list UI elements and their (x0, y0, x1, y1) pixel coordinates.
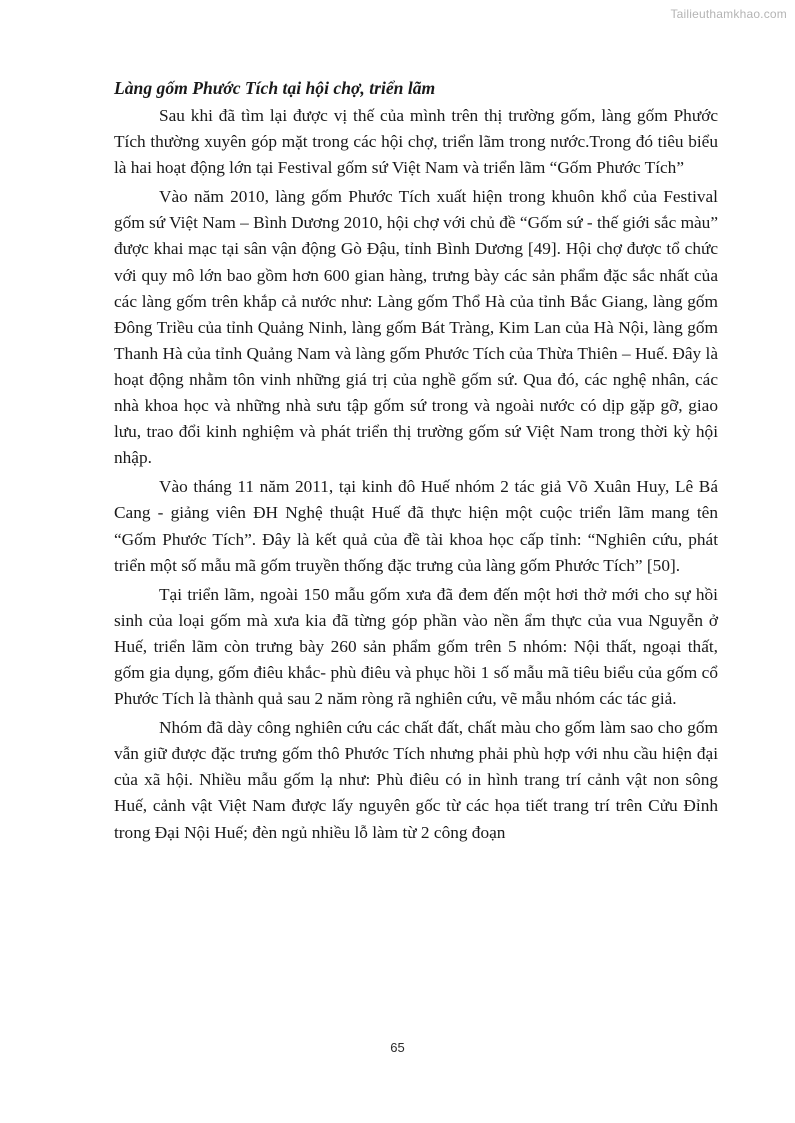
document-body (114, 76, 718, 849)
paragraph-4: Tại triển lãm, ngoài 150 mẫu gốm xưa đã đem đến một hơi thở mới cho sự hồi sinh của loại gốm mà xưa kia đã từng góp phần vào nền ẩm thực của vua Nguyễn ở Huế, triển lãm còn trưng bày 260 sản phẩm gốm trên 5 nhóm: Nội thất, ngoại thất, gốm gia dụng, gốm điêu khắc- phù điêu và phục hồi 1 số mẫu mã tiêu biểu của gốm cổ Phước Tích là thành quả sau 2 năm ròng rã nghiên cứu, vẽ mẫu nhóm các tác giả. (114, 584, 718, 709)
paragraph-2: Vào năm 2010, làng gốm Phước Tích xuất hiện trong khuôn khổ của Festival gốm sứ Việt Nam – Bình Dương 2010, hội chợ với chủ đề “Gốm sứ - thế giới sắc màu” được khai mạc tại sân vận động Gò Đậu, tỉnh Bình Dương [49]. Hội chợ được tổ chức với quy mô lớn bao gồm hơn 600 gian hàng, trưng bày các sản phẩm đặc sắc nhất của các làng gốm trên khắp cả nước như: Làng gốm Thổ Hà của tỉnh Bắc Giang, làng gốm Đông Triều của tỉnh Quảng Ninh, làng gốm Bát Tràng, Kim Lan của Hà Nội, làng gốm Thanh Hà của tỉnh Quảng Nam và làng gốm Phước Tích của Thừa Thiên – Huế. Đây là hoạt động nhằm tôn vinh những giá trị của nghề gốm sứ. Qua đó, các nghệ nhân, các nhà khoa học và những nhà sưu tập gốm sứ trong và ngoài nước có dịp gặp gỡ, giao lưu, trao đổi kinh nghiệm và phát triển thị trường gốm sứ Việt Nam trong thời kỳ hội nhập. (114, 187, 718, 468)
paragraph-1: Sau khi đã tìm lại được vị thế của mình trên thị trường gốm, làng gốm Phước Tích thường xuyên góp mặt trong các hội chợ, triển lãm trong nước.Trong đó tiêu biểu là hai hoạt động lớn tại Festival gốm sứ Việt Nam và triển lãm “Gốm Phước Tích” (114, 106, 718, 178)
paragraph-3: Vào tháng 11 năm 2011, tại kinh đô Huế nhóm 2 tác giả Võ Xuân Huy, Lê Bá Cang - giảng viên ĐH Nghệ thuật Huế đã thực hiện một cuộc triển lãm mang tên “Gốm Phước Tích”. Đây là kết quả của đề tài khoa học cấp tỉnh: “Nghiên cứu, phát triển một số mẫu mã gốm truyền thống đặc trưng của làng gốm Phước Tích” [50]. (114, 477, 718, 575)
section-heading: Làng gốm Phước Tích tại hội chợ, triển lãm (114, 78, 436, 98)
paragraph-5: Nhóm đã dày công nghiên cứu các chất đất, chất màu cho gốm làm sao cho gốm vẫn giữ được đặc trưng gốm thô Phước Tích nhưng phải phù hợp với nhu cầu hiện đại của xã hội. Nhiều mẫu gốm lạ như: Phù điêu có in hình trang trí cảnh vật non sông Huế, cảnh vật Việt Nam được lấy nguyên gốc từ các họa tiết trang trí trên Cửu Đỉnh trong Đại Nội Huế; đèn ngủ nhiều lỗ làm từ 2 công đoạn (114, 718, 718, 842)
watermark-text: Tailieuthamkhao.com (670, 7, 787, 21)
page-number: 65 (390, 1040, 405, 1055)
